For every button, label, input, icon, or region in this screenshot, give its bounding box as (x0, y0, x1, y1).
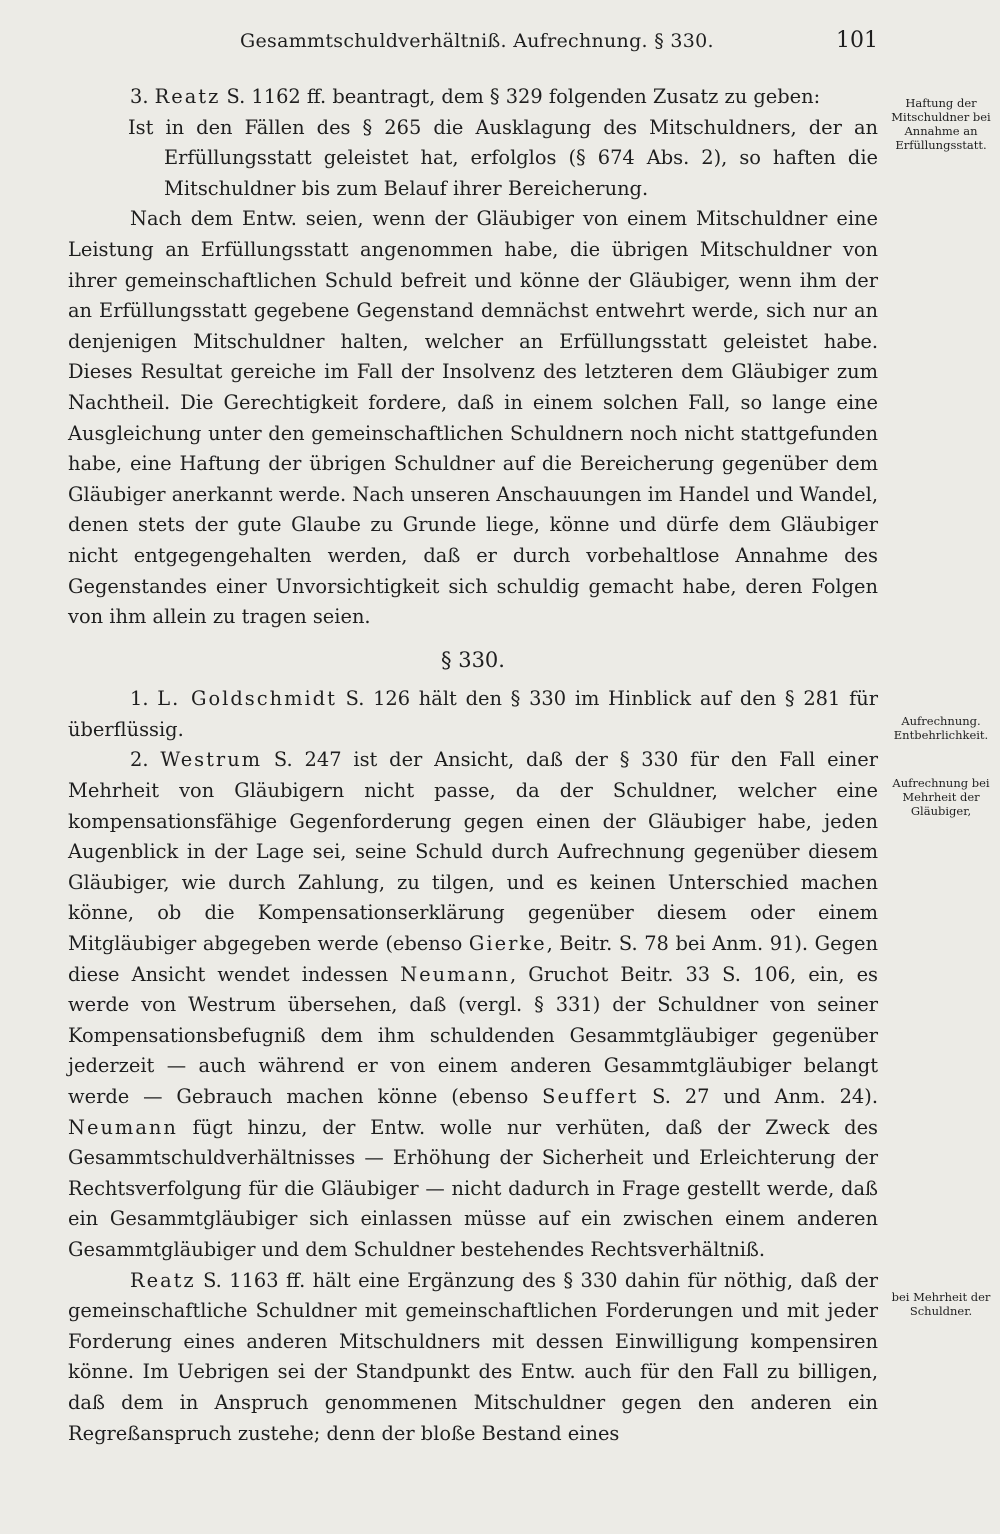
paragraph-text: , Gruchot Beitr. 33 S. 106, ein, es werde von Westrum übersehen, daß (vergl. § 331) der Schuldner von seiner Kompensationsbefugniß dem ihm schuldenden Gesammtgläubiger gegenüber jederzeit — auch während er von einem anderen Gesammtgläubiger belangt werde — Gebrauch machen könne (ebenso (68, 962, 878, 1108)
paragraph-text: S. 27 und Anm. 24). (638, 1085, 878, 1108)
proposed-addition-quote: Ist in den Fällen des § 265 die Ausklagung des Mitschuldners, der an Erfüllungsstatt geleistet hat, erfolglos (§ 674 Abs. 2), so haften die Mitschuldner bis zum Belauf ihrer Bereicherung. (128, 115, 878, 200)
author-name: Neumann (68, 1115, 178, 1139)
paragraph-text: S. 247 ist der Ansicht, daß der § 330 für den Fall einer Mehrheit von Gläubigern nicht passe, da der Schuldner, welcher eine kompensationsfähige Gegenforderung gegen einen der Gläubiger habe, jeden Augenblick in der Lage sei, seine Schuld durch Aufrechnung gegenüber diesem Gläubiger, wie durch Zahlung, zu tilgen, und es keinen Unterschied machen könne, ob die Kompensationserklärung gegenüber diesem oder einem Mitgläubiger abgegeben werde (ebenso (68, 748, 878, 956)
paragraph-text: fügt hinzu, der Entw. wolle nur verhüten, daß der Zweck des Gesammtschuldverhältnisses — Erhöhung der Sicherheit und Erleichterung der Rechtsverfolgung für die Gläubiger — nicht dadurch in Frage gestellt werde, daß ein Gesammtgläubiger sich einlassen müsse auf ein zwischen einem anderen Gesammtgläubiger und dem Schuldner bestehendes Rechtsverhältniß. (68, 1115, 878, 1261)
margin-note-haftung: Haftung der Mitschuldner bei Annahme an Erfüllungsstatt. (891, 96, 991, 152)
paragraph-text: S. 126 hält den § 330 im Hinblick auf den § 281 für überflüssig. (68, 687, 878, 741)
running-head: Gesammtschuldverhältniß. Aufrechnung. § 330. (240, 30, 714, 52)
author-name: Reatz (154, 85, 221, 108)
author-name: Seuffert (542, 1085, 639, 1108)
body-text (68, 82, 878, 1449)
page-header (0, 22, 1000, 62)
author-name: Reatz (130, 1268, 196, 1292)
paragraph-westrum (68, 745, 878, 1265)
paragraph-text: S. 1162 ff. beantragt, dem § 329 folgenden Zusatz zu geben: (220, 85, 821, 108)
margin-note-mehrheit-glaeubiger: Aufrechnung bei Mehrheit der Gläubiger, (892, 776, 990, 818)
author-name: L. Goldschmidt (157, 687, 337, 711)
paragraph-goldschmidt (68, 684, 878, 745)
author-name: Gierke (468, 932, 547, 956)
author-name: Neumann (400, 962, 511, 986)
paragraph-reasoning: Nach dem Entw. seien, wenn der Gläubiger von einem Mitschuldner eine Leistung an Erfüllungsstatt angenommen habe, die übrigen Mitschuldner von ihrer gemeinschaftlichen Schuld befreit und könne der Gläubiger, wenn ihm der an Erfüllungsstatt gegebene Gegenstand demnächst entwehrt werde, sich nur an denjenigen Mitschuldner halten, welcher an Erfüllungsstatt geleistet habe. Dieses Resultat gereiche im Fall der Insolvenz des letzteren dem Gläubiger zum Nachtheil. Die Gerechtigkeit fordere, daß in einem solchen Fall, so lange eine Ausgleichung unter den gemeinschaftlichen Schuldnern noch nicht stattgefunden habe, eine Haftung der übrigen Schuldner auf die Bereicherung gegenüber dem Gläubiger anerkannt werde. Nach unseren Anschauungen im Handel und Wandel, denen stets der gute Glaube zu Grunde liege, könne und dürfe dem Gläubiger nicht entgegengehalten werden, daß er durch vorbehaltlose Annahme des Gegenstandes einer Unvorsichtigkeit sich schuldig gemacht habe, deren Folgen von ihm allein zu tragen seien. (68, 207, 878, 629)
paragraph-text: S. 1163 ff. hält eine Ergänzung des § 330 dahin für nöthig, daß der gemeinschaftliche Schuldner mit gemeinschaftlichen Forderungen und mit jeder Forderung eines anderen Mitschuldners mit dessen Einwilligung kompensiren könne. Im Uebrigen sei der Standpunkt des Entw. auch für den Fall zu billigen, daß dem in Anspruch genommenen Mitschuldner gegen den anderen ein Regreßanspruch zustehe; denn der bloße Bestand eines (68, 1268, 878, 1445)
section-heading: § 330. (441, 647, 505, 672)
margin-note-mehrheit-schuldner: bei Mehrheit der Schuldner. (891, 1290, 991, 1318)
page-number: 101 (836, 28, 878, 53)
item-number: 3. (130, 85, 155, 108)
paragraph-text: , Beitr. S. 78 bei Anm. 91). Gegen diese Ansicht wendet indessen (68, 932, 878, 986)
item-number: 1. (130, 687, 158, 711)
paragraph-reatz-supplement (68, 1266, 878, 1450)
item-number: 2. (130, 748, 161, 772)
author-name: Westrum (160, 748, 263, 772)
paragraph-reatz-proposal (68, 82, 878, 113)
margin-note-aufrechnung-entbehrlichkeit: Aufrechnung. Entbehrlichkeit. (893, 714, 989, 742)
